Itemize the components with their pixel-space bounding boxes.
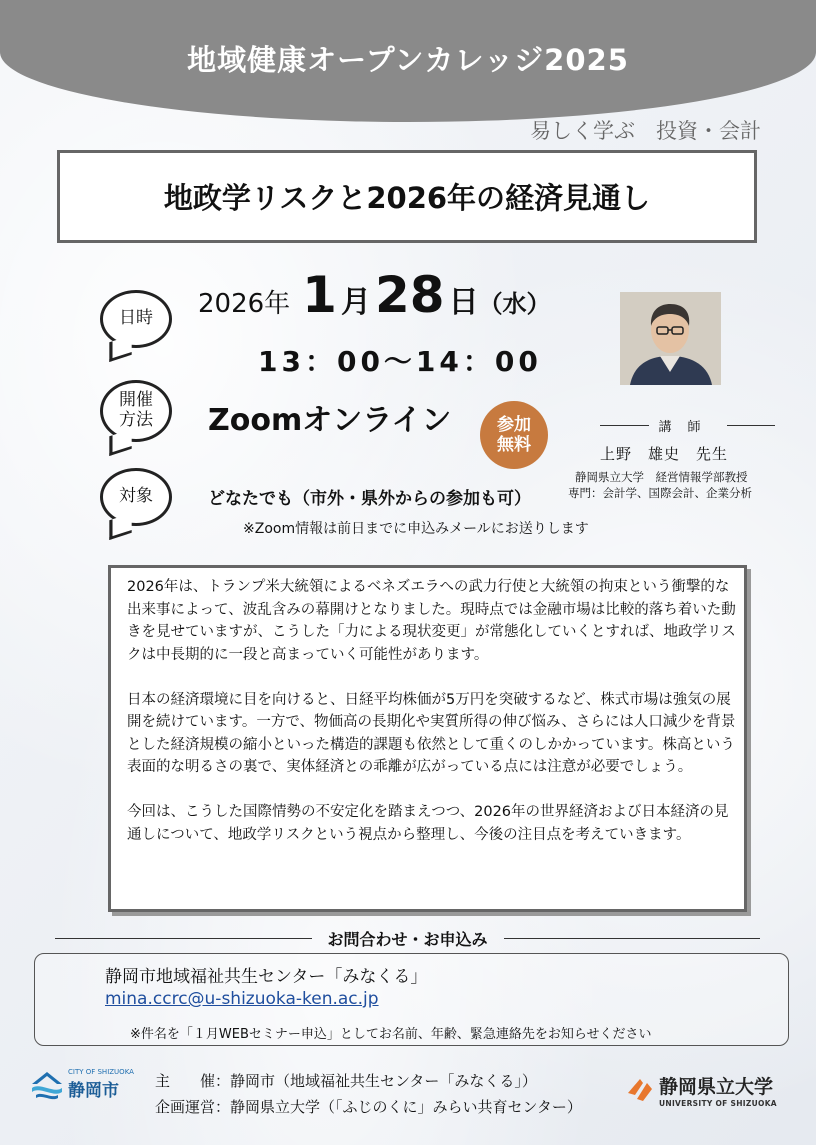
lecturer-affiliation: 静岡県立大学 経営情報学部教授 [575, 470, 748, 484]
method-label-bubble [100, 380, 172, 442]
description-paragraph: 今回は、こうした国際情勢の不安定化を踏まえつつ、2026年の世界経済および日本経済の見通しについて、地政学リスクという視点から整理し、今後の注目点を考えていきます。 [127, 804, 729, 843]
date-label-bubble [100, 290, 172, 348]
event-target: どなたでも（市外・県外からの参加も可） [208, 489, 531, 509]
event-time: 13：00～14：00 [258, 345, 542, 378]
description-box [108, 565, 747, 912]
description-paragraph: 日本の経済環境に目を向けると、日経平均株価が5万円を突破するなど、株式市場は強気の展開を続けています。一方で、物価高の長期化や実質所得の伸び悩み、さらには人口減少を背景とした経済規模の縮小といった構造的課題も依然として重くのしかかっています。株高という表面的な明るさの裏で、実体経済との乖離が広がっている点には注意が必要でしょう。 [127, 691, 736, 775]
date-day-number: 28 [374, 266, 445, 324]
description-paragraph: 2026年は、トランプ米大統領によるベネズエラへの武力行使と大統領の拘束という衝撃的な出来事によって、波乱含みの幕開けとなりました。現時点では金融市場は比較的落ち着いた動きを見せていますが、こうした「力による現状変更」が常態化していくとすれば、地政学リスクは中長期的に一段と高まっていく可能性があります。 [127, 579, 736, 663]
contact-email-link[interactable]: mina.ccrc@u-shizuoka-ken.ac.jp [105, 989, 379, 1009]
lecturer-name: 上野 雄史 先生 [600, 445, 729, 463]
organizer-credits [155, 1068, 582, 1120]
zoom-note: ※Zoom情報は前日までに申込みメールにお送りします [243, 521, 589, 537]
target-label-bubble [100, 468, 172, 526]
divider [727, 425, 776, 426]
event-method: Zoomオンライン [208, 403, 452, 438]
main-title: 地政学リスクと2026年の経済見通し [57, 150, 757, 243]
free-badge-line2: 無料 [497, 435, 531, 455]
divider [55, 938, 312, 939]
free-badge-line1: 参加 [497, 414, 531, 435]
method-label-line1: 開催 [119, 390, 153, 411]
lecturer-role-row [600, 416, 775, 435]
divider [600, 425, 649, 426]
date-weekday: （水） [478, 290, 551, 318]
lecturer-specialty: 専門：会計学、国際会計、企業分析 [568, 486, 752, 500]
city-logo-english: CITY OF SHIZUOKA [68, 1068, 134, 1076]
method-label-line2: 方法 [119, 410, 153, 430]
contact-organization: 静岡市地域福祉共生センター「みなくる」 [105, 967, 428, 987]
contact-note: ※件名を「１月WEBセミナー申込」としてお名前、年齢、緊急連絡先をお知らせください [130, 1027, 652, 1042]
date-month-unit: 月 [340, 285, 371, 320]
date-label: 日時 [119, 308, 153, 329]
method-bubble [100, 380, 172, 442]
date-month-number: 1 [302, 266, 337, 324]
event-date [198, 266, 551, 324]
university-logo-name: 静岡県立大学 [659, 1076, 774, 1098]
target-label: 対象 [119, 486, 153, 507]
lecturer-photo [620, 292, 721, 385]
lecturer-role: 講師 [658, 420, 717, 435]
university-logo [625, 1072, 777, 1108]
lecturer-portrait-icon [620, 292, 721, 385]
organizer-line: 主 催：静岡市（地域福祉共生センター「みなくる」） [155, 1072, 537, 1090]
university-emblem-icon [625, 1075, 655, 1105]
series-tagline: 易しく学ぶ 投資・会計 [530, 119, 761, 143]
divider [504, 938, 761, 939]
date-bubble [100, 290, 172, 348]
free-badge [480, 401, 548, 469]
date-day-unit: 日 [448, 285, 479, 320]
date-year: 2026年 [198, 289, 291, 319]
contact-heading: お問合わせ・お申込み [327, 930, 488, 949]
operator-line: 企画運営：静岡県立大学（「ふじのくに」みらい共育センター） [155, 1098, 582, 1116]
city-logo-name: 静岡市 [68, 1081, 119, 1101]
city-emblem-icon [30, 1070, 64, 1100]
university-logo-english: UNIVERSITY OF SHIZUOKA [659, 1099, 777, 1108]
target-bubble [100, 468, 172, 526]
header-title: 地域健康オープンカレッジ2025 [187, 43, 629, 77]
city-logo [30, 1068, 134, 1101]
contact-heading-row [55, 927, 760, 950]
